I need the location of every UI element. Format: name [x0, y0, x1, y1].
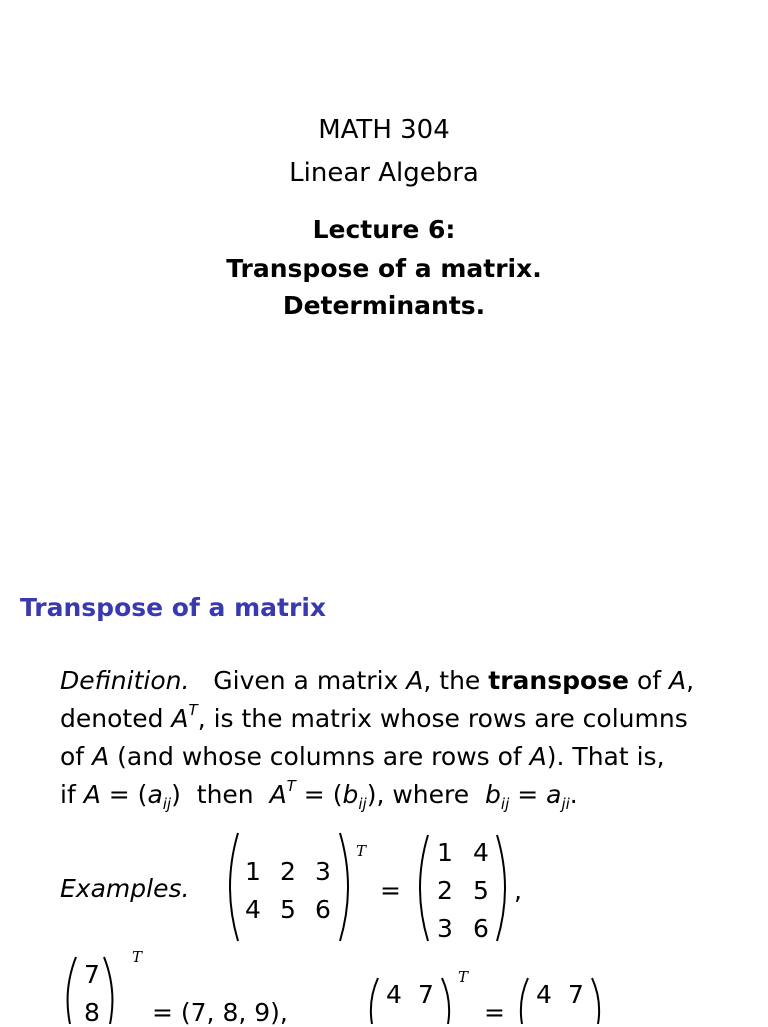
course-code: MATH 304	[318, 115, 450, 145]
def-text: (and whose columns are rows of	[117, 742, 522, 771]
comma: ,	[514, 876, 522, 905]
paren: (	[332, 780, 343, 809]
var-a-lower: a	[546, 780, 562, 809]
def-text: denoted	[60, 704, 164, 733]
section-heading: Transpose of a matrix	[20, 593, 327, 622]
var-a: A	[83, 780, 101, 809]
eq: =	[484, 998, 505, 1027]
var-b-lower: b	[485, 780, 501, 809]
var-a: A	[669, 666, 687, 695]
matrix-entry: 5	[473, 876, 489, 905]
eq: =	[517, 780, 539, 809]
matrix-entry: 3	[437, 914, 453, 943]
sup-t: T	[286, 777, 296, 795]
matrix-entry: 2	[280, 857, 296, 886]
def-text: Given a matrix	[213, 666, 399, 695]
lecture-number: Lecture 6:	[312, 215, 456, 244]
def-text: , where	[376, 780, 470, 809]
eq: =	[108, 780, 130, 809]
sup-t: T	[132, 948, 143, 966]
vector-entry: 8	[84, 998, 100, 1027]
sup-t: T	[188, 701, 198, 719]
definition-line-4: if $A = (a_{ij})$ then $A^T = (b_{ij})$, where $b_{ij} = a_{ji}$.	[60, 777, 578, 813]
eq: =	[380, 876, 401, 905]
def-text: then	[196, 780, 254, 809]
matrix-entry: 7	[568, 980, 584, 1009]
def-text: of	[60, 742, 85, 771]
def-text: ). That is,	[546, 742, 665, 771]
matrix-entry: 3	[315, 857, 331, 886]
sup-t: T	[356, 842, 367, 860]
matrix-entry: 4	[473, 838, 489, 867]
matrix-entry: 6	[315, 895, 331, 924]
var-a-lower: a	[147, 780, 163, 809]
var-b-lower: b	[342, 780, 359, 809]
lecture-topic-1: Transpose of a matrix.	[226, 254, 542, 283]
paren: )	[366, 780, 377, 809]
sup-t: T	[458, 968, 469, 986]
var-a: A	[406, 666, 424, 695]
sub-ji: ji	[561, 795, 570, 813]
paren: (	[137, 780, 148, 809]
matrix-entry: 5	[280, 895, 296, 924]
example2-row-result: = (7, 8, 9),	[152, 998, 288, 1027]
sub-ij: ij	[358, 795, 367, 813]
def-text: of	[636, 666, 662, 695]
def-text: if	[60, 780, 76, 809]
paren: )	[171, 780, 181, 809]
matrix-entry: 2	[437, 876, 453, 905]
definition-line-1: Definition. Given a matrix A, the transpose of A,	[60, 666, 695, 695]
examples-label: Examples.	[60, 874, 190, 903]
var-a: A	[269, 780, 287, 809]
var-a: A	[92, 742, 110, 771]
sub-ij: ij	[500, 795, 510, 813]
vector-entry: 7	[84, 960, 100, 989]
lecture-topic-2: Determinants.	[282, 291, 486, 320]
var-a: A	[529, 742, 547, 771]
transpose-term: transpose	[488, 666, 629, 695]
var-a: A	[171, 704, 189, 733]
matrix-entry: 6	[473, 914, 489, 943]
course-subject: Linear Algebra	[289, 158, 479, 188]
eq: =	[303, 780, 325, 809]
matrix-entry: 7	[418, 980, 434, 1009]
def-text: , the	[423, 666, 481, 695]
definition-label: Definition.	[60, 666, 190, 695]
matrix-entry: 1	[245, 857, 261, 886]
def-text: , is the matrix whose rows are columns	[197, 704, 688, 733]
sub-ij: ij	[162, 795, 172, 813]
matrix-entry: 4	[386, 980, 402, 1009]
matrix-entry: 4	[245, 895, 261, 924]
matrix-entry: 1	[437, 838, 453, 867]
matrix-entry: 4	[536, 980, 552, 1009]
